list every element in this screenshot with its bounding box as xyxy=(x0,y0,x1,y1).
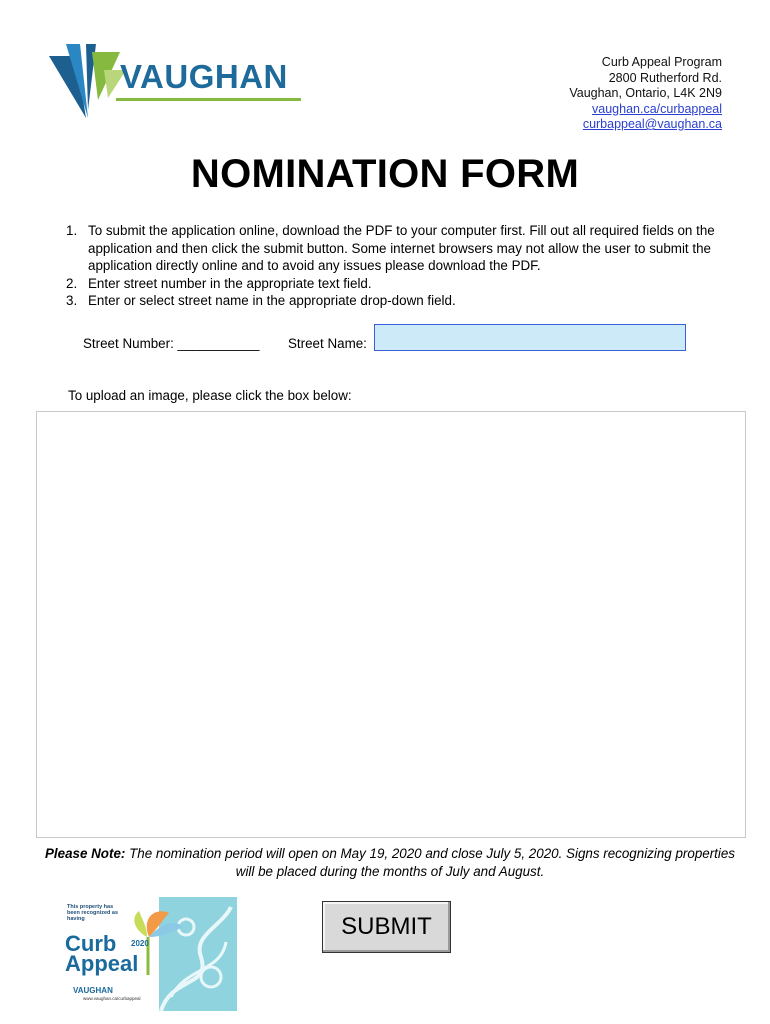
instruction-text: To submit the application online, download the PDF to your computer first. Fill out all required fields on the application and then click the submit button. Some internet browsers may not allow the user to submit the application directly online and to avoid any issues please download the PDF. xyxy=(88,223,715,274)
sign-word-curb: Curb xyxy=(65,931,117,956)
address-line-city: Vaughan, Ontario, L4K 2N9 xyxy=(569,86,722,100)
address-line-program: Curb Appeal Program xyxy=(601,55,722,69)
sign-logo: VAUGHAN xyxy=(73,986,113,995)
vaughan-emblem-icon xyxy=(46,40,126,122)
upload-instruction: To upload an image, please click the box below: xyxy=(68,388,352,403)
address-block xyxy=(569,55,722,133)
curb-appeal-sign-image xyxy=(61,897,237,1011)
logo-wordmark: VAUGHAN xyxy=(120,58,288,95)
website-link[interactable]: vaughan.ca/curbappeal xyxy=(592,101,722,116)
instruction-number: 3. xyxy=(66,293,78,309)
vaughan-logo xyxy=(46,40,306,122)
instruction-text: Enter street number in the appropriate text field. xyxy=(88,275,372,291)
sign-year: 2020 xyxy=(131,939,149,948)
note-text: The nomination period will open on May 19, 2020 and close July 5, 2020. Signs recognizing properties will be placed during the months of July and August. xyxy=(125,846,736,879)
image-upload-box[interactable] xyxy=(36,411,746,838)
address-line-street: 2800 Rutherford Rd. xyxy=(608,70,722,85)
street-name-label: Street Name: xyxy=(288,336,367,351)
submit-button[interactable]: SUBMIT xyxy=(322,901,451,953)
email-link[interactable]: curbappeal@vaughan.ca xyxy=(582,117,722,131)
sign-url: www.vaughan.ca/curbappeal xyxy=(83,996,141,1001)
instruction-item xyxy=(66,275,746,293)
street-name-dropdown[interactable] xyxy=(374,324,686,351)
instructions-list xyxy=(66,222,746,310)
sign-word-appeal: Appeal xyxy=(65,951,139,976)
instruction-text: Enter or select street name in the appropriate drop-down field. xyxy=(88,293,456,309)
instruction-number: 2. xyxy=(66,275,78,291)
street-number-field[interactable]: Street Number: ___________ xyxy=(83,336,260,351)
logo-underline xyxy=(116,98,301,101)
instruction-item xyxy=(66,292,746,310)
nomination-note xyxy=(40,845,740,881)
instruction-item xyxy=(66,222,746,275)
note-heading: Please Note: xyxy=(44,846,126,861)
page-title: NOMINATION FORM xyxy=(190,152,580,196)
instruction-number: 1. xyxy=(66,223,78,238)
sign-caption: This property has been recognized as having xyxy=(67,904,119,922)
